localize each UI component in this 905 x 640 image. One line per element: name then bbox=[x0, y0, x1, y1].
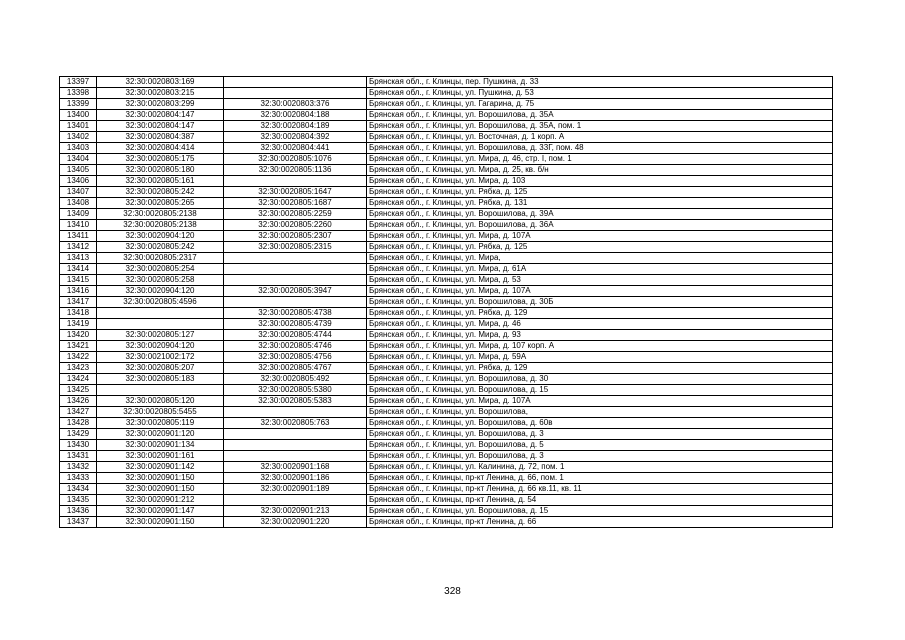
address-cell: Брянская обл., г. Клинцы, ул. Ворошилова, д. 35А, пом. 1 bbox=[367, 121, 833, 132]
address-cell: Брянская обл., г. Клинцы, пр-кт Ленина, д. 66 bbox=[367, 517, 833, 528]
table-row bbox=[60, 330, 833, 341]
cadastral-number-cell: 32:30:0020805:2138 bbox=[97, 209, 224, 220]
cadastral-number-cell bbox=[97, 308, 224, 319]
table-row bbox=[60, 374, 833, 385]
row-number-cell: 13420 bbox=[60, 330, 97, 341]
table-row bbox=[60, 121, 833, 132]
address-cell: Брянская обл., г. Клинцы, ул. Ворошилова, д. 15 bbox=[367, 506, 833, 517]
table-row bbox=[60, 418, 833, 429]
cadastral-number-cell: 32:30:0020805:180 bbox=[97, 165, 224, 176]
building-cadastral-number-cell bbox=[224, 275, 367, 286]
table-row bbox=[60, 385, 833, 396]
table-row bbox=[60, 209, 833, 220]
address-cell: Брянская обл., г. Клинцы, ул. Гагарина, д. 75 bbox=[367, 99, 833, 110]
row-number-cell: 13406 bbox=[60, 176, 97, 187]
cadastral-number-cell: 32:30:0020805:127 bbox=[97, 330, 224, 341]
address-cell: Брянская обл., г. Клинцы, ул. Ворошилова, д. 60в bbox=[367, 418, 833, 429]
building-cadastral-number-cell: 32:30:0020805:4756 bbox=[224, 352, 367, 363]
address-cell: Брянская обл., г. Клинцы, ул. Пушкина, д. 53 bbox=[367, 88, 833, 99]
table-row bbox=[60, 396, 833, 407]
row-number-cell: 13401 bbox=[60, 121, 97, 132]
table-row bbox=[60, 473, 833, 484]
cadastral-number-cell: 32:30:0020805:242 bbox=[97, 242, 224, 253]
building-cadastral-number-cell: 32:30:0020901:213 bbox=[224, 506, 367, 517]
row-number-cell: 13424 bbox=[60, 374, 97, 385]
cadastral-number-cell: 32:30:0020803:215 bbox=[97, 88, 224, 99]
address-cell: Брянская обл., г. Клинцы, ул. Ворошилова, д. 35А bbox=[367, 110, 833, 121]
building-cadastral-number-cell: 32:30:0020804:441 bbox=[224, 143, 367, 154]
cadastral-number-cell bbox=[97, 319, 224, 330]
building-cadastral-number-cell: 32:30:0020805:4767 bbox=[224, 363, 367, 374]
cadastral-number-cell: 32:30:0020805:254 bbox=[97, 264, 224, 275]
cadastral-number-cell: 32:30:0020901:134 bbox=[97, 440, 224, 451]
row-number-cell: 13411 bbox=[60, 231, 97, 242]
address-cell: Брянская обл., г. Клинцы, ул. Мира, д. 107А bbox=[367, 231, 833, 242]
cadastral-number-cell: 32:30:0020901:147 bbox=[97, 506, 224, 517]
row-number-cell: 13422 bbox=[60, 352, 97, 363]
cadastral-number-cell: 32:30:0020901:120 bbox=[97, 429, 224, 440]
table-row bbox=[60, 110, 833, 121]
building-cadastral-number-cell: 32:30:0020804:188 bbox=[224, 110, 367, 121]
table-row bbox=[60, 429, 833, 440]
row-number-cell: 13403 bbox=[60, 143, 97, 154]
address-cell: Брянская обл., г. Клинцы, ул. Мира, bbox=[367, 253, 833, 264]
table-row bbox=[60, 352, 833, 363]
building-cadastral-number-cell: 32:30:0020901:186 bbox=[224, 473, 367, 484]
address-cell: Брянская обл., г. Клинцы, ул. Ворошилова, bbox=[367, 407, 833, 418]
building-cadastral-number-cell bbox=[224, 297, 367, 308]
building-cadastral-number-cell: 32:30:0020805:1647 bbox=[224, 187, 367, 198]
building-cadastral-number-cell: 32:30:0020901:189 bbox=[224, 484, 367, 495]
address-cell: Брянская обл., г. Клинцы, ул. Рябка, д. 125 bbox=[367, 242, 833, 253]
row-number-cell: 13410 bbox=[60, 220, 97, 231]
address-cell: Брянская обл., г. Клинцы, ул. Ворошилова, д. 30 bbox=[367, 374, 833, 385]
address-cell: Брянская обл., г. Клинцы, ул. Мира, д. 107 корп. А bbox=[367, 341, 833, 352]
row-number-cell: 13437 bbox=[60, 517, 97, 528]
table-row bbox=[60, 308, 833, 319]
building-cadastral-number-cell: 32:30:0020805:1136 bbox=[224, 165, 367, 176]
cadastral-number-cell: 32:30:0020805:258 bbox=[97, 275, 224, 286]
building-cadastral-number-cell: 32:30:0020901:220 bbox=[224, 517, 367, 528]
row-number-cell: 13419 bbox=[60, 319, 97, 330]
building-cadastral-number-cell: 32:30:0020805:1687 bbox=[224, 198, 367, 209]
building-cadastral-number-cell: 32:30:0020805:4738 bbox=[224, 308, 367, 319]
cadastral-number-cell: 32:30:0020805:175 bbox=[97, 154, 224, 165]
address-cell: Брянская обл., г. Клинцы, пер. Пушкина, д. 33 bbox=[367, 77, 833, 88]
row-number-cell: 13425 bbox=[60, 385, 97, 396]
table-row bbox=[60, 363, 833, 374]
cadastral-number-cell: 32:30:0020904:120 bbox=[97, 286, 224, 297]
row-number-cell: 13415 bbox=[60, 275, 97, 286]
row-number-cell: 13421 bbox=[60, 341, 97, 352]
cadastral-number-cell: 32:30:0020803:299 bbox=[97, 99, 224, 110]
row-number-cell: 13407 bbox=[60, 187, 97, 198]
building-cadastral-number-cell bbox=[224, 429, 367, 440]
building-cadastral-number-cell bbox=[224, 77, 367, 88]
table-row bbox=[60, 88, 833, 99]
row-number-cell: 13435 bbox=[60, 495, 97, 506]
row-number-cell: 13427 bbox=[60, 407, 97, 418]
table-row bbox=[60, 264, 833, 275]
row-number-cell: 13426 bbox=[60, 396, 97, 407]
building-cadastral-number-cell: 32:30:0020805:4744 bbox=[224, 330, 367, 341]
address-cell: Брянская обл., г. Клинцы, ул. Рябка, д. 131 bbox=[367, 198, 833, 209]
row-number-cell: 13408 bbox=[60, 198, 97, 209]
row-number-cell: 13397 bbox=[60, 77, 97, 88]
table-row bbox=[60, 319, 833, 330]
address-cell: Брянская обл., г. Клинцы, ул. Восточная, д. 1 корп. А bbox=[367, 132, 833, 143]
address-cell: Брянская обл., г. Клинцы, ул. Мира, д. 46, стр. I, пом. 1 bbox=[367, 154, 833, 165]
row-number-cell: 13399 bbox=[60, 99, 97, 110]
building-cadastral-number-cell bbox=[224, 495, 367, 506]
building-cadastral-number-cell: 32:30:0020805:4739 bbox=[224, 319, 367, 330]
building-cadastral-number-cell: 32:30:0020805:5383 bbox=[224, 396, 367, 407]
row-number-cell: 13430 bbox=[60, 440, 97, 451]
row-number-cell: 13413 bbox=[60, 253, 97, 264]
row-number-cell: 13405 bbox=[60, 165, 97, 176]
table-row bbox=[60, 220, 833, 231]
cadastral-number-cell: 32:30:0020805:207 bbox=[97, 363, 224, 374]
cadastral-number-cell: 32:30:0020804:147 bbox=[97, 121, 224, 132]
cadastral-number-cell: 32:30:0020904:120 bbox=[97, 231, 224, 242]
cadastral-number-cell: 32:30:0020805:265 bbox=[97, 198, 224, 209]
cadastral-number-cell: 32:30:0020805:161 bbox=[97, 176, 224, 187]
address-cell: Брянская обл., г. Клинцы, ул. Ворошилова, д. 3 bbox=[367, 429, 833, 440]
address-cell: Брянская обл., г. Клинцы, ул. Мира, д. 59А bbox=[367, 352, 833, 363]
address-cell: Брянская обл., г. Клинцы, ул. Рябка, д. 129 bbox=[367, 308, 833, 319]
row-number-cell: 13418 bbox=[60, 308, 97, 319]
address-cell: Брянская обл., г. Клинцы, пр-кт Ленина, д. 66 кв.11, кв. 11 bbox=[367, 484, 833, 495]
table-row bbox=[60, 143, 833, 154]
building-cadastral-number-cell: 32:30:0020805:5380 bbox=[224, 385, 367, 396]
address-cell: Брянская обл., г. Клинцы, ул. Мира, д. 103 bbox=[367, 176, 833, 187]
row-number-cell: 13433 bbox=[60, 473, 97, 484]
table-row bbox=[60, 275, 833, 286]
table-row bbox=[60, 286, 833, 297]
cadastral-number-cell: 32:30:0020805:2138 bbox=[97, 220, 224, 231]
cadastral-number-cell: 32:30:0020803:169 bbox=[97, 77, 224, 88]
table-row bbox=[60, 77, 833, 88]
table-row bbox=[60, 253, 833, 264]
table-row bbox=[60, 132, 833, 143]
building-cadastral-number-cell: 32:30:0020805:4746 bbox=[224, 341, 367, 352]
building-cadastral-number-cell bbox=[224, 264, 367, 275]
cadastral-number-cell: 32:30:0020804:387 bbox=[97, 132, 224, 143]
table-row bbox=[60, 341, 833, 352]
row-number-cell: 13409 bbox=[60, 209, 97, 220]
address-cell: Брянская обл., г. Клинцы, ул. Мира, д. 46 bbox=[367, 319, 833, 330]
building-cadastral-number-cell bbox=[224, 440, 367, 451]
address-cell: Брянская обл., г. Клинцы, пр-кт Ленина, д. 54 bbox=[367, 495, 833, 506]
table-row bbox=[60, 231, 833, 242]
row-number-cell: 13423 bbox=[60, 363, 97, 374]
table-row bbox=[60, 517, 833, 528]
row-number-cell: 13412 bbox=[60, 242, 97, 253]
building-cadastral-number-cell bbox=[224, 253, 367, 264]
table-row bbox=[60, 198, 833, 209]
table-row bbox=[60, 451, 833, 462]
building-cadastral-number-cell: 32:30:0020804:189 bbox=[224, 121, 367, 132]
address-cell: Брянская обл., г. Клинцы, ул. Рябка, д. 129 bbox=[367, 363, 833, 374]
table-row bbox=[60, 165, 833, 176]
address-cell: Брянская обл., г. Клинцы, ул. Мира, д. 25, кв. б/н bbox=[367, 165, 833, 176]
table-row bbox=[60, 495, 833, 506]
building-cadastral-number-cell: 32:30:0020805:2315 bbox=[224, 242, 367, 253]
address-cell: Брянская обл., г. Клинцы, пр-кт Ленина, д. 66, пом. 1 bbox=[367, 473, 833, 484]
registry-table bbox=[59, 76, 833, 528]
cadastral-number-cell: 32:30:0020805:242 bbox=[97, 187, 224, 198]
building-cadastral-number-cell: 32:30:0020805:2259 bbox=[224, 209, 367, 220]
row-number-cell: 13428 bbox=[60, 418, 97, 429]
cadastral-number-cell: 32:30:0021002:172 bbox=[97, 352, 224, 363]
row-number-cell: 13434 bbox=[60, 484, 97, 495]
cadastral-number-cell: 32:30:0020805:120 bbox=[97, 396, 224, 407]
address-cell: Брянская обл., г. Клинцы, ул. Мира, д. 107А bbox=[367, 286, 833, 297]
table-row bbox=[60, 99, 833, 110]
address-cell: Брянская обл., г. Клинцы, ул. Ворошилова, д. 33Г, пом. 48 bbox=[367, 143, 833, 154]
address-cell: Брянская обл., г. Клинцы, ул. Ворошилова, д. 39А bbox=[367, 209, 833, 220]
cadastral-number-cell: 32:30:0020805:119 bbox=[97, 418, 224, 429]
building-cadastral-number-cell: 32:30:0020805:2307 bbox=[224, 231, 367, 242]
table-row bbox=[60, 440, 833, 451]
page-number: 328 bbox=[444, 586, 461, 597]
address-cell: Брянская обл., г. Клинцы, ул. Рябка, д. 125 bbox=[367, 187, 833, 198]
cadastral-number-cell: 32:30:0020805:2317 bbox=[97, 253, 224, 264]
row-number-cell: 13417 bbox=[60, 297, 97, 308]
cadastral-number-cell: 32:30:0020805:5455 bbox=[97, 407, 224, 418]
cadastral-number-cell: 32:30:0020805:4596 bbox=[97, 297, 224, 308]
cadastral-number-cell: 32:30:0020901:150 bbox=[97, 473, 224, 484]
cadastral-number-cell: 32:30:0020804:147 bbox=[97, 110, 224, 121]
building-cadastral-number-cell bbox=[224, 176, 367, 187]
table-row bbox=[60, 176, 833, 187]
row-number-cell: 13400 bbox=[60, 110, 97, 121]
cadastral-number-cell: 32:30:0020901:150 bbox=[97, 484, 224, 495]
table-row bbox=[60, 242, 833, 253]
building-cadastral-number-cell bbox=[224, 451, 367, 462]
cadastral-number-cell: 32:30:0020901:212 bbox=[97, 495, 224, 506]
building-cadastral-number-cell: 32:30:0020901:168 bbox=[224, 462, 367, 473]
row-number-cell: 13416 bbox=[60, 286, 97, 297]
cadastral-number-cell: 32:30:0020805:183 bbox=[97, 374, 224, 385]
building-cadastral-number-cell: 32:30:0020805:1076 bbox=[224, 154, 367, 165]
address-cell: Брянская обл., г. Клинцы, ул. Ворошилова, д. 30Б bbox=[367, 297, 833, 308]
cadastral-number-cell: 32:30:0020901:150 bbox=[97, 517, 224, 528]
building-cadastral-number-cell: 32:30:0020805:763 bbox=[224, 418, 367, 429]
table-row bbox=[60, 187, 833, 198]
table-row bbox=[60, 506, 833, 517]
row-number-cell: 13402 bbox=[60, 132, 97, 143]
building-cadastral-number-cell: 32:30:0020804:392 bbox=[224, 132, 367, 143]
row-number-cell: 13429 bbox=[60, 429, 97, 440]
row-number-cell: 13432 bbox=[60, 462, 97, 473]
address-cell: Брянская обл., г. Клинцы, ул. Мира, д. 93 bbox=[367, 330, 833, 341]
row-number-cell: 13431 bbox=[60, 451, 97, 462]
table-row bbox=[60, 297, 833, 308]
address-cell: Брянская обл., г. Клинцы, ул. Ворошилова, д. 36А bbox=[367, 220, 833, 231]
address-cell: Брянская обл., г. Клинцы, ул. Мира, д. 53 bbox=[367, 275, 833, 286]
address-cell: Брянская обл., г. Клинцы, ул. Калинина, д. 72, пом. 1 bbox=[367, 462, 833, 473]
cadastral-number-cell bbox=[97, 385, 224, 396]
address-cell: Брянская обл., г. Клинцы, ул. Ворошилова, д. 15 bbox=[367, 385, 833, 396]
row-number-cell: 13404 bbox=[60, 154, 97, 165]
cadastral-number-cell: 32:30:0020901:161 bbox=[97, 451, 224, 462]
building-cadastral-number-cell: 32:30:0020805:2260 bbox=[224, 220, 367, 231]
address-cell: Брянская обл., г. Клинцы, ул. Мира, д. 61А bbox=[367, 264, 833, 275]
address-cell: Брянская обл., г. Клинцы, ул. Ворошилова, д. 5 bbox=[367, 440, 833, 451]
building-cadastral-number-cell bbox=[224, 88, 367, 99]
row-number-cell: 13414 bbox=[60, 264, 97, 275]
cadastral-number-cell: 32:30:0020901:142 bbox=[97, 462, 224, 473]
cadastral-number-cell: 32:30:0020804:414 bbox=[97, 143, 224, 154]
address-cell: Брянская обл., г. Клинцы, ул. Ворошилова, д. 3 bbox=[367, 451, 833, 462]
building-cadastral-number-cell: 32:30:0020805:3947 bbox=[224, 286, 367, 297]
cadastral-number-cell: 32:30:0020904:120 bbox=[97, 341, 224, 352]
building-cadastral-number-cell: 32:30:0020803:376 bbox=[224, 99, 367, 110]
table-row bbox=[60, 407, 833, 418]
address-cell: Брянская обл., г. Клинцы, ул. Мира, д. 107А bbox=[367, 396, 833, 407]
building-cadastral-number-cell: 32:30:0020805:492 bbox=[224, 374, 367, 385]
row-number-cell: 13436 bbox=[60, 506, 97, 517]
table-row bbox=[60, 462, 833, 473]
table-row bbox=[60, 484, 833, 495]
building-cadastral-number-cell bbox=[224, 407, 367, 418]
table-row bbox=[60, 154, 833, 165]
row-number-cell: 13398 bbox=[60, 88, 97, 99]
registry-table-body bbox=[60, 77, 833, 528]
